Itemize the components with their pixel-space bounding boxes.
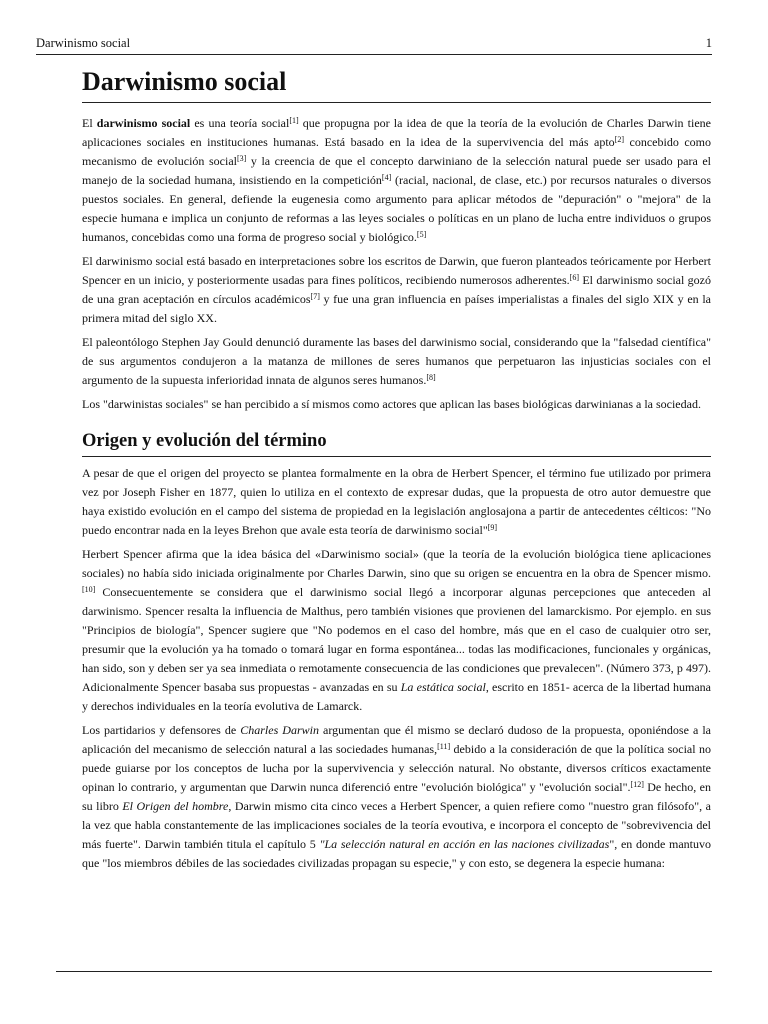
paragraph (82, 395, 711, 414)
text-run: Herbert Spencer afirma que la idea básica del «Darwinismo social» (que la teoría de la evolución biológica tiene aplicaciones sociales) no había sido iniciada originalmente por Charles Darwin, sino que su origen se encuentra en la obra de Spencer mismo. (82, 547, 711, 580)
text-run: (racial, nacional, de clase, etc.) por recursos naturales o diversos puestos sociales. En general, defiende la eugenesia como argumento para aplicar métodos de "depuración" o "mejora" de la especie humana e implica un conjunto de reformas a las leyes sociales o políticas en un plano de lucha entre individuos o grupos humanos, concebidas como una forma de progreso social y biológico. (82, 173, 711, 244)
citation-link[interactable]: [12] (630, 780, 644, 789)
text-run: , Darwin mismo cita cinco veces a Herbert Spencer, a quien refiere como "nuestro gran filósofo", a la vez que habla constantemente de las implicaciones sociales de la teoría evoutiva, e incorpora el concepto de "sobrevivencia del más fuerte". Darwin también titula el capítulo 5 (82, 799, 711, 851)
text-run: Los partidarios y defensores de (82, 723, 241, 737)
running-header (36, 36, 712, 55)
paragraph (82, 545, 711, 716)
citation-link[interactable]: [7] (310, 292, 320, 301)
bold-term: darwinismo social (96, 116, 191, 130)
text-run: El darwinismo social está basado en interpretaciones sobre los escritos de Darwin, que fueron planteados teóricamente por Herbert Spencer en un inicio, y posteriormente usadas para fines políticos, recibiendo numerosos adherentes. (82, 254, 711, 287)
citation-link[interactable]: [10] (82, 585, 96, 594)
text-run: Consecuentemente se considera que el darwinismo social llegó a incorporar algunas percepciones que anteceden al darwinismo. Spencer resalta la influencia de Malthus, pero también visiones que provienen del lamarckismo. Por ejemplo. en sus "Principios de biología", Spencer sugiere que "No podemos en el caso del hombre, más que en el caso de cualquier otro ser, presumir que la evolución ya ha tomado o tomará lugar en forma espontánea... todas las modificaciones, funcionales y orgánicas, han sido, son y deben ser ya sea inmediata o remotamente consecuencia de las condiciones que prevalecen". (Número 373, p 497). Adicionalmente Spencer basaba sus propuestas - avanzadas en su (82, 585, 711, 694)
text-run: ", en donde mantuvo que "los miembros débiles de las sociedades civilizadas propagan su especie," y con esto, se degenera la especie humana: (82, 837, 712, 870)
paragraph (82, 721, 711, 873)
text-run: debido a la consideración de que la política social no puede guiarse por los conceptos de lucha por la supervivencia y selección natural. No obstante, diversos críticos exactamente opinan lo contrario, y argumentan que Darwin nunca diferenció entre "evolución biológica" y "evolución social". (82, 742, 711, 794)
citation-link[interactable]: [9] (487, 523, 498, 532)
text-run: El paleontólogo Stephen Jay Gould denunció duramente las bases del darwinismo social, considerando que la "falsedad científica" de sus argumentos condujeron a la matanza de millones de seres humanos que perpetuaron las injusticias sociales con el argumento de la supuesta inferioridad innata de algunos seres humanos. (82, 335, 711, 387)
paragraph (82, 464, 711, 540)
text-run: Los "darwinistas sociales" se han percibido a sí mismos como actores que aplican las bases biológicas darwinianas a la sociedad. (82, 397, 701, 411)
text-run: El darwinismo social gozó de una gran aceptación en círculos académicos (82, 273, 711, 306)
text-run: concebido como mecanismo de evolución social (82, 135, 711, 168)
citation-link[interactable]: [1] (289, 116, 299, 125)
italic-text: El Origen del hombre (122, 799, 229, 813)
italic-text: "La selección natural en acción en las naciones civilizadas (319, 837, 610, 851)
text-run: argumentan que él mismo se declaró dudoso de la propuesta, oponiéndose a la aplicación del mecanismo de selección natural a las sociedades humanas, (82, 723, 712, 756)
text-run: es una teoría social (190, 116, 290, 130)
article-body (82, 66, 711, 878)
citation-link[interactable]: [6] (569, 273, 579, 282)
citation-link[interactable]: [5] (416, 230, 427, 239)
text-run: El (82, 116, 97, 130)
footer-rule (56, 971, 712, 972)
citation-link[interactable]: [3] (236, 154, 247, 163)
italic-text: Charles Darwin (240, 723, 319, 737)
citation-link[interactable]: [2] (614, 135, 625, 144)
italic-text: La estática social (400, 680, 486, 694)
text-run: y la creencia de que el concepto darwiniano de la selección natural puede ser usado para el manejo de la sociedad humana, insistiendo en la competición (82, 154, 711, 187)
citation-link[interactable]: [4] (381, 173, 392, 182)
article-title: Darwinismo social (82, 66, 711, 103)
text-run: De hecho, en su libro (82, 780, 711, 813)
running-header-title: Darwinismo social (36, 36, 131, 50)
page-number: 1 (705, 36, 712, 50)
text-run: A pesar de que el origen del proyecto se plantea formalmente en la obra de Herbert Spencer, el término fue utilizado por primera vez por Joseph Fisher en 1877, quien lo utiliza en el contexto de expresar dudas, que la propuesta de otro autor demuestre que haya existido evolución en el campo del sistema de propiedad en la legislación anglosajona a partir de antecedentes célticos: "No puedo encontrar nada en la leyes Brehon que avale esta teoría de darwinismo social" (82, 466, 711, 537)
intro-paragraphs (82, 114, 711, 414)
paragraph (82, 333, 711, 390)
text-run: que propugna por la idea de que la teoría de la evolución de Charles Darwin tiene aplicaciones sociales en instituciones humanas. Está basado en la idea de la supervivencia del más apto (82, 116, 711, 149)
paragraph (82, 252, 711, 328)
section-paragraphs (82, 464, 711, 873)
citation-link[interactable]: [11] (437, 742, 451, 751)
section-heading: Origen y evolución del término (82, 429, 711, 457)
text-run: , escrito en 1851- acerca de la libertad humana y derechos individuales en la teoría evolutiva de Lamarck. (82, 680, 711, 713)
paragraph (82, 114, 711, 247)
text-run: y fue una gran influencia en países imperialistas a finales del siglo XIX y en la primera mitad del siglo XX. (82, 292, 711, 325)
citation-link[interactable]: [8] (426, 373, 436, 382)
